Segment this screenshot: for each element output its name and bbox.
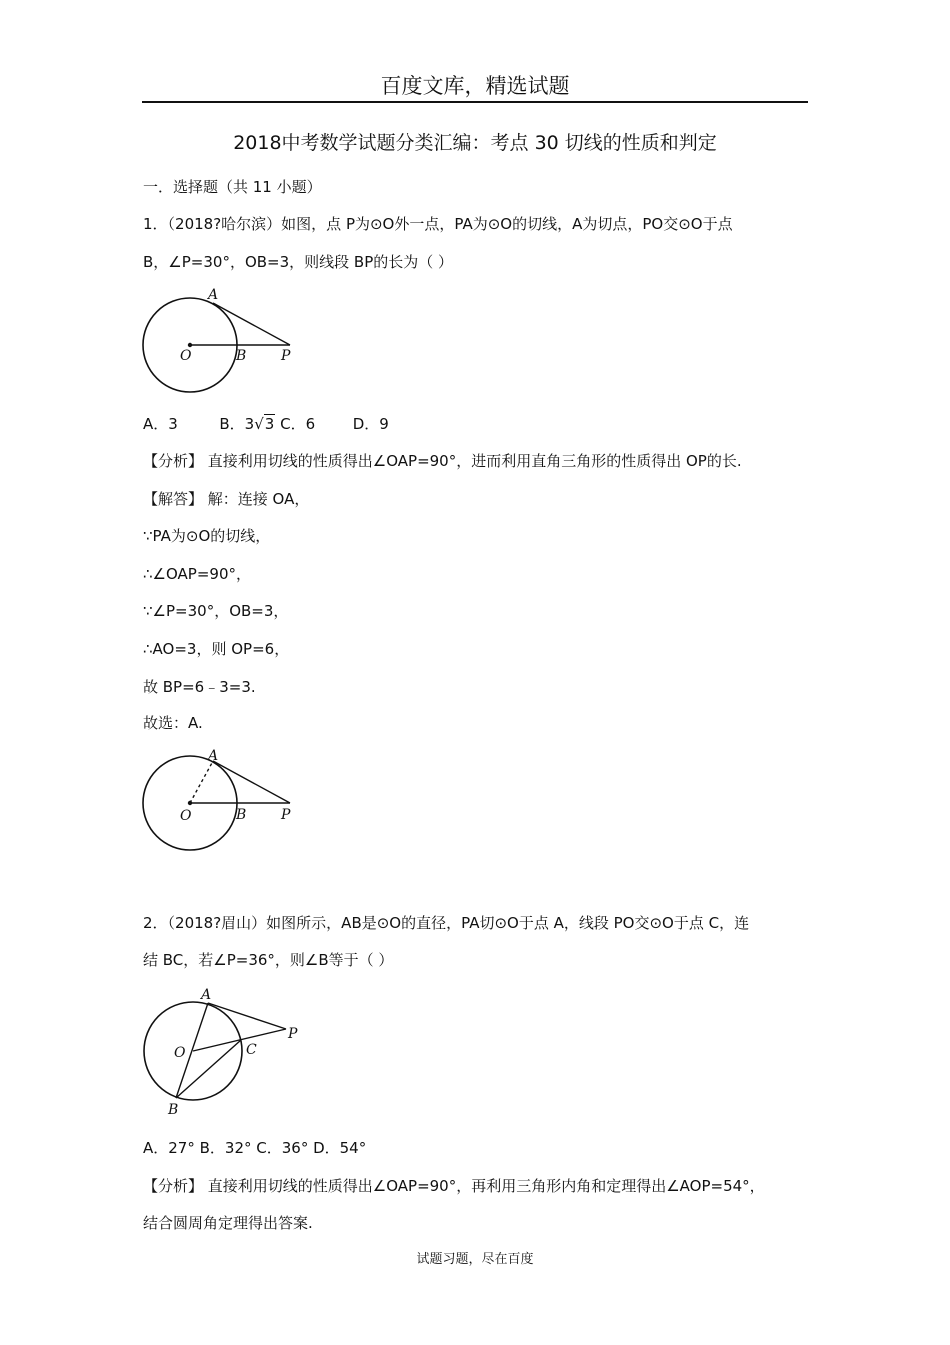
q2-analysis-line1: 【分析】 直接利用切线的性质得出∠OAP=90°，再利用三角形内角和定理得出∠AOP=54°， [143, 1177, 765, 1195]
q1-label-a: A [208, 287, 219, 303]
q1-option-d: D．9 [352, 415, 389, 433]
q1s-center-dot [188, 801, 192, 805]
q2-label-a: A [201, 987, 212, 1003]
page-header: 百度文库，精选试题 [380, 74, 570, 98]
q2-stem-line2: 结 BC，若∠P=36°，则∠B等于（ ） [143, 951, 394, 969]
q1s-label-b: B [236, 807, 247, 823]
q1-tangent-pa [213, 303, 290, 345]
q1-center-dot [188, 343, 192, 347]
q1s-label-a: A [208, 748, 219, 764]
q1-solution-figure [140, 748, 305, 863]
q2-tangent-pa [208, 1003, 286, 1029]
q1-solution-line: ∵∠P=30°，OB=3， [143, 602, 289, 620]
q1-label-o: O [180, 348, 192, 364]
q1-stem-line2: B，∠P=30°，OB=3，则线段 BP的长为（ ） [143, 253, 454, 271]
q1-label-p: P [281, 348, 291, 364]
header-divider [142, 101, 808, 103]
page-footer: 试题习题，尽在百度 [416, 1252, 534, 1267]
q1-solution-line: ∴∠OAP=90°， [143, 565, 251, 583]
q1-analysis: 【分析】 直接利用切线的性质得出∠OAP=90°，进而利用直角三角形的性质得出 OP的长. [143, 452, 742, 470]
q2-figure [138, 983, 308, 1118]
document-title: 2018中考数学试题分类汇编：考点 30 切线的性质和判定 [233, 132, 717, 154]
q1s-label-o: O [180, 808, 192, 824]
q2-line-po [193, 1029, 286, 1051]
section-heading: 一．选择题（共 11 小题） [143, 178, 322, 196]
sqrt-symbol: √3 [254, 415, 275, 433]
q1-option-b: B．3√3 [219, 415, 275, 433]
q2-analysis-line2: 结合圆周角定理得出答案. [143, 1214, 313, 1232]
q2-options: A．27° B．32° C．36° D．54° [143, 1139, 367, 1157]
q1-solution-line: 【解答】 解：连接 OA， [143, 490, 310, 508]
q1-stem-line1: 1．（2018?哈尔滨）如图，点 P为⊙O外一点，PA为⊙O的切线，A为切点，PO交⊙O于点 [143, 215, 733, 233]
q2-label-p: P [288, 1026, 298, 1042]
q1-solution-line: ∵PA为⊙O的切线， [143, 527, 271, 545]
q2-label-c: C [246, 1042, 257, 1058]
q1s-tangent-pa [213, 761, 290, 803]
q1-option-c: C．6 [280, 415, 316, 433]
q2-label-b: B [168, 1102, 179, 1118]
q2-stem-line1: 2．（2018?眉山）如图所示，AB是⊙O的直径，PA切⊙O于点 A，线段 PO交⊙O于点 C，连 [143, 914, 750, 932]
q1-label-b: B [236, 348, 247, 364]
q1-figure [140, 284, 305, 399]
q1-option-a: A．3 [143, 415, 178, 433]
q1s-label-p: P [281, 807, 291, 823]
q1-solution-line: ∴AO=3，则 OP=6， [143, 640, 290, 658]
q1-options [143, 413, 389, 434]
q2-label-o: O [174, 1045, 186, 1061]
q1-solution-line: 故 BP=6﹣3=3. [143, 678, 256, 696]
q1-solution-answer: 故选：A. [143, 714, 203, 732]
q1s-dashed-oa [190, 761, 213, 803]
